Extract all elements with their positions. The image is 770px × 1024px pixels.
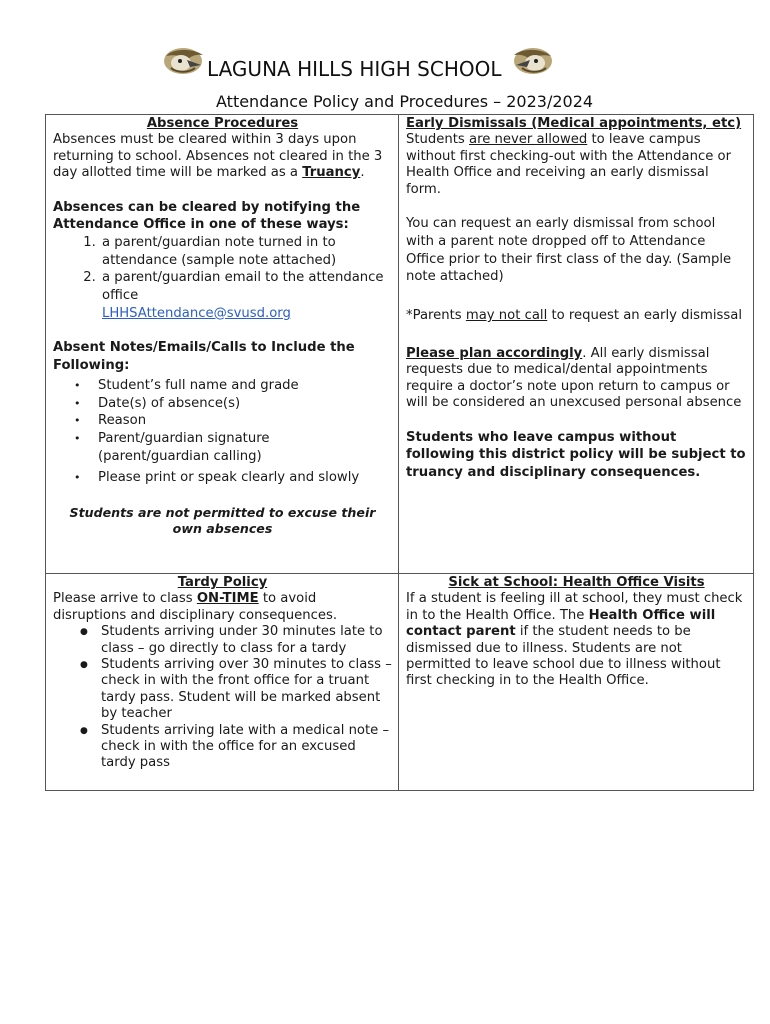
tardy-heading: Tardy Policy — [177, 575, 268, 590]
page-title: LAGUNA HILLS HIGH SCHOOL — [207, 57, 502, 81]
sick-at-school-cell — [399, 574, 754, 791]
include-list — [53, 377, 392, 487]
tardy-list — [53, 624, 392, 772]
dismissal-p2: You can request an early dismissal from school with a parent note dropped off to Attendance Office prior to their first class of the day. (Sample note attached) — [406, 216, 732, 285]
early-dismissals-cell — [399, 115, 754, 574]
tardy-policy-cell — [46, 574, 399, 791]
dismissal-heading: Early Dismissals (Medical appointments, etc) — [406, 116, 742, 131]
list-item: • Parent/guardian signature (parent/guardian calling) — [98, 430, 392, 466]
dismissal-p1: Early Dismissals (Medical appointments, etc) Students are never allowed to leave campus without first checking-out with the Attendance or Health Office and receiving an early dismissal form. — [406, 116, 742, 197]
dismissal-p4: Please plan accordingly. All early dismissal requests due to medical/dental appointments require a doctor’s note upon return to campus or will be considered an unexcused personal absence — [406, 346, 742, 411]
list-item: ● Students arriving under 30 minutes late to class – go directly to class for a tardy — [101, 624, 392, 657]
page-subtitle: Attendance Policy and Procedures – 2023/2024 — [216, 92, 594, 111]
sick-text: If a student is feeling ill at school, they must check in to the Health Office. The Health Office will contact parent if the student needs to be dismissed due to illness. Students are not permitted to leave school due to illness without first checking in to the Health Office. — [406, 591, 743, 689]
dismissal-p5: Students who leave campus without following this district policy will be subject to truancy and disciplinary consequences. — [406, 429, 746, 481]
list-item: ● Students arriving over 30 minutes to class – check in with the front office for a truant tardy pass. Student will be marked absent by teacher — [101, 657, 392, 723]
eagle-mascot-icon — [512, 46, 554, 76]
absence-intro: Absences must be cleared within 3 days upon returning to school. Absences not cleared in the 3 day allotted time will be marked as a Truancy. — [53, 132, 383, 181]
list-item: ● Students arriving late with a medical note – check in with the office for an excused tardy pass — [101, 723, 392, 772]
include-heading: Absent Notes/Emails/Calls to Include the Following: — [53, 340, 355, 373]
clear-methods-list — [53, 234, 392, 322]
eagle-mascot-icon — [163, 46, 205, 76]
policy-table — [45, 114, 754, 791]
truancy-term: Truancy — [302, 165, 361, 181]
absence-procedures-cell — [46, 115, 399, 574]
list-item: • Date(s) of absence(s) — [98, 395, 392, 413]
list-item: 1. a parent/guardian note turned in to attendance (sample note attached) — [100, 234, 392, 269]
list-item: • Reason — [98, 412, 392, 430]
attendance-email-link[interactable]: LHHSAttendance@svusd.org — [102, 305, 291, 321]
list-item: 2. a parent/guardian email to the attendance office LHHSAttendance@svusd.org — [100, 269, 392, 322]
dismissal-p3: *Parents may not call to request an early dismissal — [406, 308, 743, 324]
tardy-intro: Please arrive to class ON-TIME to avoid disruptions and disciplinary consequences. — [53, 591, 338, 623]
sick-heading: Sick at School: Health Office Visits — [448, 575, 705, 590]
list-item: • Student’s full name and grade — [98, 377, 392, 395]
clear-heading: Absences can be cleared by notifying the Attendance Office in one of these ways: — [53, 199, 361, 233]
excuse-note: Students are not permitted to excuse their own absences — [69, 504, 376, 536]
absence-heading: Absence Procedures — [146, 116, 299, 131]
list-item: • Please print or speak clearly and slowly — [98, 469, 392, 487]
